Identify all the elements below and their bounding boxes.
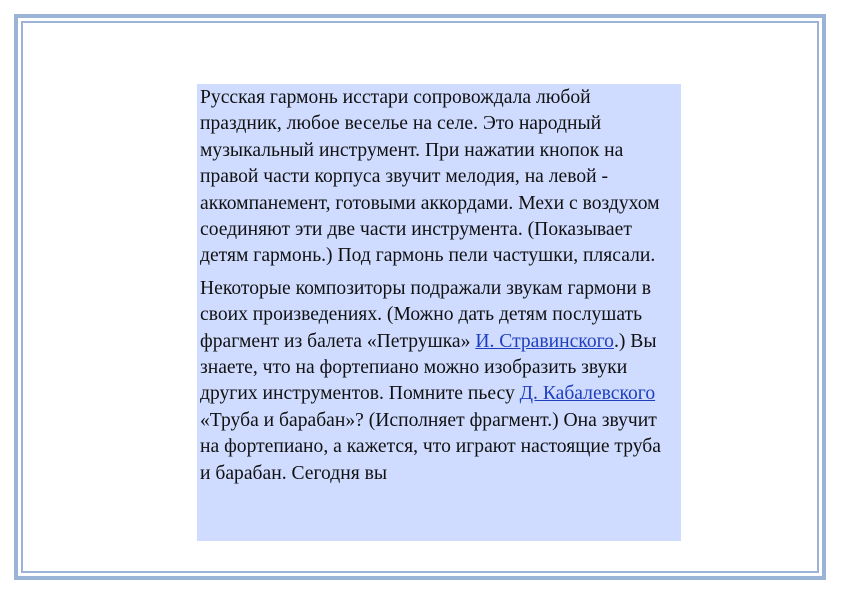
paragraph-composers-text-start: Некоторые композиторы подражали звукам гармони в своих произведениях. (Можно дать детям послушать фрагмент из балета «Петрушка» — [200, 277, 652, 352]
text-block — [197, 84, 681, 541]
stravinsky-link[interactable]: И. Стравинского — [475, 330, 614, 352]
paragraph-composers — [200, 276, 675, 487]
paragraph-composers-text-middle: .) Вы знаете, что на фортепиано можно изобразить звуки других инструментов. Помните пьесу — [200, 330, 657, 405]
paragraph-garmon: Русская гармонь исстари сопровождала любой праздник, любое веселье на селе. Это народный музыкальный инструмент. При нажатии кнопок на правой части корпуса звучит мелодия, на левой - аккомпанемент, готовыми аккордами. Мехи с воздухом соединяют эти две части инструмента. (Показывает детям гармонь.) Под гармонь пели частушки, плясали. — [200, 87, 660, 267]
paragraph-composers-text-end: «Труба и барабан»? (Исполняет фрагмент.) Она звучит на фортепиано, а кажется, что играют настоящие труба и барабан. Сегодня вы — [200, 409, 661, 484]
kabalevsky-link[interactable]: Д. Кабалевского — [519, 383, 656, 405]
